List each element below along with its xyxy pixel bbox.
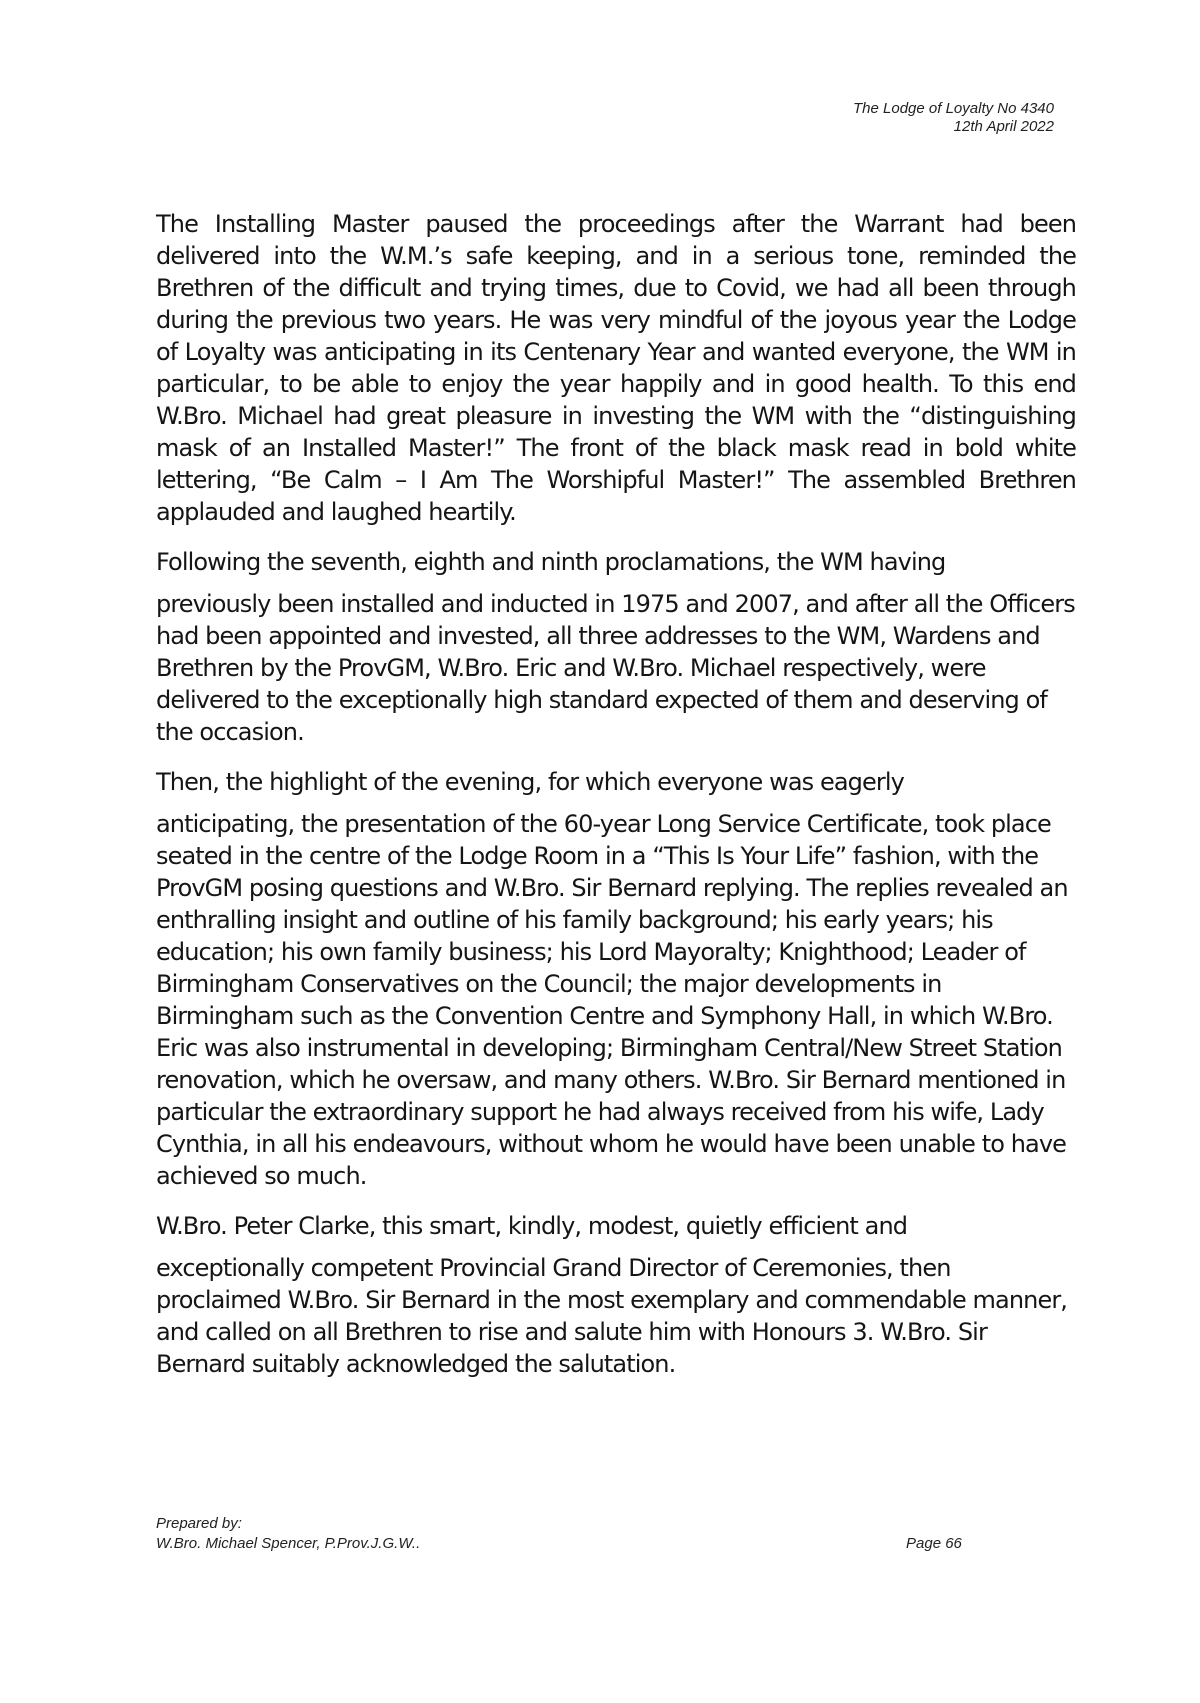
paragraph-1-text: The Installing Master paused the proceedings after the Warrant had been delivered into the W.M.’s safe keeping, and in a serious tone, reminded the Brethren of the difficult and trying times, due to Covid, we had all been through during the previous two years. He was very mindful of the joyous year the Lodge of Loyalty was anticipating in its Centenary Year and wanted everyone, the WM in particular, to be able to enjoy the year happily and in good health. To this end W.Bro. Michael had great pleasure in investing the WM with the “distinguishing mask of an Installed Master!” The front of the black mask read in bold white lettering, “Be Calm – I Am The Worshipful Master!” The assembled Brethren applauded and laughed heartily. — [156, 210, 1076, 526]
header-lodge-name: The Lodge of Loyalty No 4340 — [853, 100, 1054, 117]
paragraph-4-lead: W.Bro. Peter Clarke, this smart, kindly, modest, quietly efficient and — [156, 1212, 908, 1240]
header-date: 12th April 2022 — [953, 118, 1054, 135]
paragraph-3-lead: Then, the highlight of the evening, for which everyone was eagerly — [156, 768, 904, 796]
paragraph-2-text: previously been installed and inducted in 1975 and 2007, and after all the Officers had been appointed and invested, all three addresses to the WM, Wardens and Brethren by the ProvGM, W.Bro. Eric and W.Bro. Michael respectively, were delivered to the exceptionally high standard expected of them and deserving of the occasion. — [156, 590, 1075, 746]
paragraph-4 — [156, 1210, 1076, 1380]
paragraph-3-text: anticipating, the presentation of the 60-year Long Service Certificate, took place seated in the centre of the Lodge Room in a “This Is Your Life” fashion, with the ProvGM posing questions and W.Bro. Sir Bernard replying. The replies revealed an enthralling insight and outline of his family background; his early years; his education; his own family business; his Lord Mayoralty; Knighthood; Leader of Birmingham Conservatives on the Council; the major developments in Birmingham such as the Convention Centre and Symphony Hall, in which W.Bro. Eric was also instrumental in developing; Birmingham Central/New Street Station renovation, which he oversaw, and many others. W.Bro. Sir Bernard mentioned in particular the extraordinary support he had always received from his wife, Lady Cynthia, in all his endeavours, without whom he would have been unable to have achieved so much. — [156, 810, 1068, 1190]
paragraph-3 — [156, 766, 1076, 1192]
page-header — [853, 100, 1054, 136]
paragraph-4-text: exceptionally competent Provincial Grand Director of Ceremonies, then proclaimed W.Bro. Sir Bernard in the most exemplary and commendable manner, and called on all Brethren to rise and salute him with Honours 3. W.Bro. Sir Bernard suitably acknowledged the salutation. — [156, 1254, 1068, 1378]
body-text — [156, 208, 1076, 1398]
page-footer-author — [156, 1514, 420, 1554]
prepared-by-label: Prepared by: — [156, 1515, 242, 1532]
page-number: Page 66 — [906, 1535, 962, 1552]
author-name: W.Bro. Michael Spencer, P.Prov.J.G.W.. — [156, 1535, 421, 1552]
paragraph-1 — [156, 208, 1076, 528]
paragraph-2 — [156, 546, 1076, 748]
paragraph-2-lead: Following the seventh, eighth and ninth proclamations, the WM having — [156, 548, 946, 576]
